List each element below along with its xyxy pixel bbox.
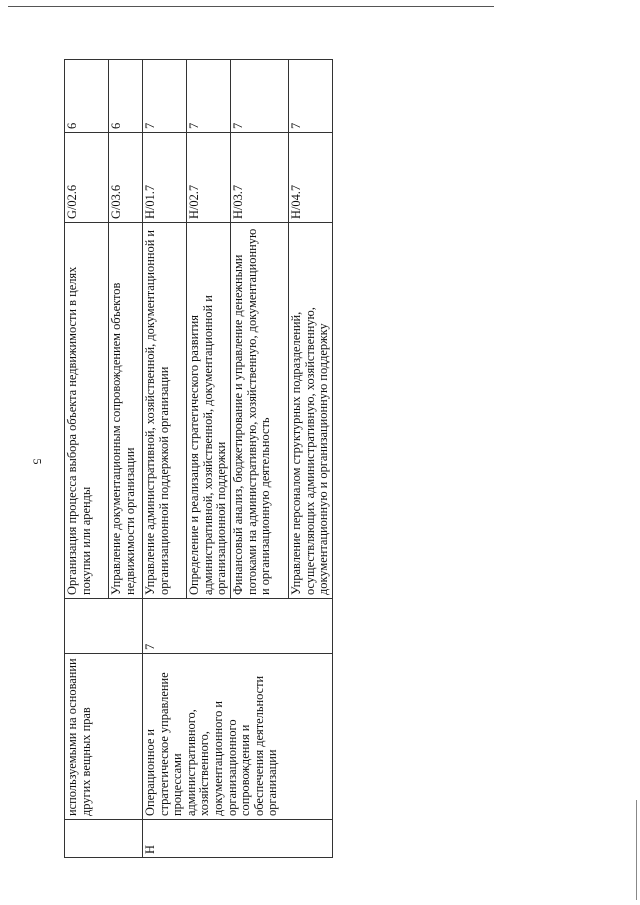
table-cell-task-level: 7 xyxy=(289,60,333,133)
table-cell-task-code: H/02.7 xyxy=(187,133,231,223)
table-cell-task: Организация процесса выбора объекта недвижимости в целях покупки или аренды xyxy=(65,223,109,599)
table-row xyxy=(143,60,187,858)
table-cell-function: используемыми на основании других вещных прав xyxy=(65,654,143,820)
table-row xyxy=(65,60,109,858)
table-cell-code xyxy=(65,820,143,858)
table-cell-task-code: H/03.7 xyxy=(231,133,289,223)
table-cell-task-level: 7 xyxy=(143,60,187,133)
rotated-table-container xyxy=(64,60,330,858)
table-cell-task: Определение и реализация стратегического развития административной, хозяйственной, документационной и организационной поддержки xyxy=(187,223,231,599)
table-cell-function: Операционное и стратегическое управление процессами административного, хозяйственного, документационного и организационного сопровождения и обеспечения деятельности организации xyxy=(143,654,333,820)
table-cell-task: Финансовый анализ, бюджетирование и управление денежными потоками на административную, хозяйственную, документационную и организационную деятельность xyxy=(231,223,289,599)
table-cell-code: H xyxy=(143,820,333,858)
table-cell-task: Управление административной, хозяйственной, документационной и организационной поддержкой организации xyxy=(143,223,187,599)
table-cell-task-code: H/04.7 xyxy=(289,133,333,223)
page-number: 5 xyxy=(30,458,45,465)
table-cell-task-code: H/01.7 xyxy=(143,133,187,223)
table-cell-task-level: 6 xyxy=(65,60,109,133)
table-cell-task-code: G/02.6 xyxy=(65,133,109,223)
table-cell-task-level: 6 xyxy=(109,60,143,133)
table-cell-task-code: G/03.6 xyxy=(109,133,143,223)
table-cell-level xyxy=(65,599,143,654)
qualification-table xyxy=(64,59,333,858)
table-cell-task-level: 7 xyxy=(231,60,289,133)
edge-mark xyxy=(636,800,637,900)
table-cell-task: Управление персоналом структурных подразделений, осуществляющих административную, хозяйственную, документационную и организационную поддержку xyxy=(289,223,333,599)
table-cell-task-level: 7 xyxy=(187,60,231,133)
table-cell-task: Управление документационным сопровождением объектов недвижимости организации xyxy=(109,223,143,599)
table-cell-level: 7 xyxy=(143,599,333,654)
